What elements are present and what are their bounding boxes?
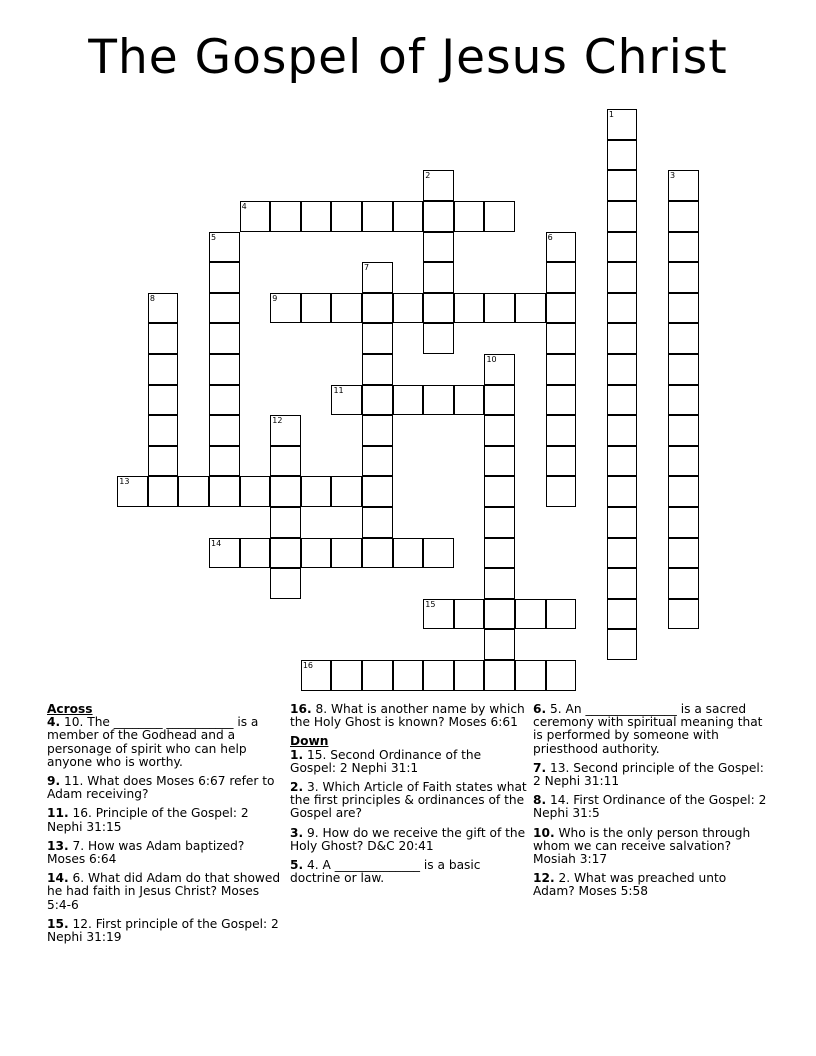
grid-cell[interactable] <box>423 385 454 416</box>
grid-cell[interactable] <box>270 446 301 477</box>
clue-down-10: 10. Who is the only person through whom we can receive salvation? Mosiah 3:17 <box>533 825 751 867</box>
clue-number: 8 <box>149 293 155 303</box>
clue-down-5: 5. 4. A ______________ is a basic doctrine or law. <box>290 858 481 886</box>
grid-cell[interactable] <box>362 476 393 507</box>
clue-across-9: 9. 11. What does Moses 6:67 refer to Adam receiving? <box>47 774 275 802</box>
clue-down-7: 7. 13. Second principle of the Gospel: 2 Nephi 31:11 <box>533 760 764 789</box>
grid-cell[interactable] <box>668 293 699 324</box>
grid-cell[interactable] <box>668 415 699 446</box>
grid-cell[interactable] <box>270 293 301 324</box>
grid-cell[interactable] <box>270 415 301 446</box>
grid-cell[interactable] <box>240 538 271 569</box>
clue-across-11: 11. 16. Principle of the Gospel: 2 Nephi 31:15 <box>47 806 249 834</box>
clue-number: 10 <box>486 355 497 365</box>
clue-number: 12 <box>272 416 283 426</box>
grid-cell[interactable] <box>209 262 240 293</box>
grid-cell[interactable] <box>270 507 301 538</box>
grid-cell[interactable] <box>362 262 393 293</box>
grid-cell[interactable] <box>301 476 332 507</box>
grid-cell[interactable] <box>607 109 638 140</box>
clue-across-15: 15. 12. First principle of the Gospel: 2 Nephi 31:19 <box>47 916 279 945</box>
grid-cell[interactable] <box>362 507 393 538</box>
clue-number: 4 <box>241 202 247 212</box>
grid-cell[interactable] <box>362 354 393 385</box>
clue-number: 9 <box>272 293 278 303</box>
grid-cell[interactable] <box>546 323 577 354</box>
grid-cell[interactable] <box>668 232 699 263</box>
grid-cell[interactable] <box>148 385 179 416</box>
grid-cell[interactable] <box>454 293 485 324</box>
across-heading: Across <box>47 702 93 716</box>
clues-column-2 <box>290 703 528 891</box>
grid-cell[interactable] <box>515 293 546 324</box>
grid-cell[interactable] <box>148 476 179 507</box>
grid-cell[interactable] <box>668 568 699 599</box>
grid-cell[interactable] <box>668 170 699 201</box>
grid-cell[interactable] <box>607 170 638 201</box>
grid-cell[interactable] <box>484 385 515 416</box>
clue-number: 1 <box>608 110 614 120</box>
grid-cell[interactable] <box>484 293 515 324</box>
grid-cell[interactable] <box>546 293 577 324</box>
grid-cell[interactable] <box>484 354 515 385</box>
grid-cell[interactable] <box>331 201 362 232</box>
grid-cell[interactable] <box>668 354 699 385</box>
clue-number: 14 <box>211 538 222 548</box>
clue-down-3: 3. 9. How do we receive the gift of the Holy Ghost? D&C 20:41 <box>290 825 526 853</box>
grid-cell[interactable] <box>423 293 454 324</box>
grid-cell[interactable] <box>209 538 240 569</box>
grid-cell[interactable] <box>148 323 179 354</box>
grid-cell[interactable] <box>240 201 271 232</box>
grid-cell[interactable] <box>607 446 638 477</box>
grid-cell[interactable] <box>209 354 240 385</box>
grid-cell[interactable] <box>607 629 638 660</box>
grid-cell[interactable] <box>484 599 515 630</box>
grid-cell[interactable] <box>607 201 638 232</box>
clue-down-1: 1. 15. Second Ordinance of the Gospel: 2 Nephi 31:1 <box>290 747 482 775</box>
grid-cell[interactable] <box>148 415 179 446</box>
grid-cell[interactable] <box>668 323 699 354</box>
grid-cell[interactable] <box>546 476 577 507</box>
clue-down-8: 8. 14. First Ordinance of the Gospel: 2 Nephi 31:5 <box>533 793 767 821</box>
grid-cell[interactable] <box>331 293 362 324</box>
clue-across-16: 16. 8. What is another name by which the Holy Ghost is known? Moses 6:61 <box>290 702 525 730</box>
grid-cell[interactable] <box>607 354 638 385</box>
grid-cell[interactable] <box>270 201 301 232</box>
clue-across-4: 4. 10. The ________ ___________ is a member of the Godhead and a personage of spirit who can help anyone who is worthy. <box>47 715 259 769</box>
grid-cell[interactable] <box>362 660 393 691</box>
grid-cell[interactable] <box>301 293 332 324</box>
grid-cell[interactable] <box>607 293 638 324</box>
grid-cell[interactable] <box>331 476 362 507</box>
clue-number: 13 <box>119 477 130 487</box>
clues-column-1 <box>47 703 285 950</box>
grid-cell[interactable] <box>454 201 485 232</box>
grid-cell[interactable] <box>454 599 485 630</box>
grid-cell[interactable] <box>546 232 577 263</box>
grid-cell[interactable] <box>393 385 424 416</box>
grid-cell[interactable] <box>546 385 577 416</box>
clue-number: 6 <box>547 232 553 242</box>
grid-cell[interactable] <box>607 538 638 569</box>
grid-cell[interactable] <box>362 201 393 232</box>
grid-cell[interactable] <box>423 232 454 263</box>
grid-cell[interactable] <box>209 293 240 324</box>
grid-cell[interactable] <box>423 262 454 293</box>
grid-cell[interactable] <box>148 354 179 385</box>
clue-across-13: 13. 7. How was Adam baptized? Moses 6:64 <box>47 838 245 867</box>
grid-cell[interactable] <box>393 201 424 232</box>
grid-cell[interactable] <box>270 538 301 569</box>
grid-cell[interactable] <box>393 293 424 324</box>
clue-number: 7 <box>364 263 370 273</box>
grid-cell[interactable] <box>668 599 699 630</box>
grid-cell[interactable] <box>484 538 515 569</box>
grid-cell[interactable] <box>484 660 515 691</box>
grid-cell[interactable] <box>362 323 393 354</box>
grid-cell[interactable] <box>668 201 699 232</box>
grid-cell[interactable] <box>423 538 454 569</box>
grid-cell[interactable] <box>607 568 638 599</box>
grid-cell[interactable] <box>209 446 240 477</box>
grid-cell[interactable] <box>484 568 515 599</box>
grid-cell[interactable] <box>423 323 454 354</box>
clue-down-6: 6. 5. An _______________ is a sacred ceremony with spiritual meaning that is performed by someone with priesthood authority. <box>533 702 763 756</box>
grid-cell[interactable] <box>484 476 515 507</box>
grid-cell[interactable] <box>454 660 485 691</box>
clue-down-12: 12. 2. What was preached unto Adam? Moses 5:58 <box>533 871 727 899</box>
grid-cell[interactable] <box>484 507 515 538</box>
grid-cell[interactable] <box>607 140 638 171</box>
grid-cell[interactable] <box>668 476 699 507</box>
grid-cell[interactable] <box>362 446 393 477</box>
grid-cell[interactable] <box>607 232 638 263</box>
grid-cell[interactable] <box>515 660 546 691</box>
grid-cell[interactable] <box>607 385 638 416</box>
clue-number: 5 <box>211 232 217 242</box>
grid-cell[interactable] <box>668 262 699 293</box>
grid-cell[interactable] <box>668 385 699 416</box>
grid-cell[interactable] <box>546 262 577 293</box>
grid-cell[interactable] <box>393 538 424 569</box>
grid-cell[interactable] <box>607 415 638 446</box>
grid-cell[interactable] <box>240 476 271 507</box>
grid-cell[interactable] <box>270 568 301 599</box>
grid-cell[interactable] <box>362 293 393 324</box>
grid-cell[interactable] <box>362 538 393 569</box>
grid-cell[interactable] <box>607 507 638 538</box>
clue-across-14: 14. 6. What did Adam do that showed he had faith in Jesus Christ? Moses 5:4-6 <box>47 871 281 912</box>
down-heading: Down <box>290 734 329 749</box>
clue-number: 3 <box>670 171 676 181</box>
grid-cell[interactable] <box>484 446 515 477</box>
grid-cell[interactable] <box>668 507 699 538</box>
grid-cell[interactable] <box>148 446 179 477</box>
grid-cell[interactable] <box>331 385 362 416</box>
grid-cell[interactable] <box>393 660 424 691</box>
clue-number: 15 <box>425 599 436 609</box>
grid-cell[interactable] <box>484 201 515 232</box>
grid-cell[interactable] <box>362 415 393 446</box>
grid-cell[interactable] <box>148 293 179 324</box>
puzzle-title: The Gospel of Jesus Christ <box>88 30 728 85</box>
grid-cell[interactable] <box>515 599 546 630</box>
grid-cell[interactable] <box>484 415 515 446</box>
clue-number: 16 <box>302 661 314 671</box>
grid-cell[interactable] <box>423 660 454 691</box>
grid-cell[interactable] <box>301 201 332 232</box>
grid-cell[interactable] <box>301 538 332 569</box>
grid-cell[interactable] <box>301 660 332 691</box>
grid-cell[interactable] <box>209 385 240 416</box>
grid-cell[interactable] <box>607 599 638 630</box>
clue-down-2: 2. 3. Which Article of Faith states what the first principles & ordinances of the Gospel are? <box>290 780 527 821</box>
grid-cell[interactable] <box>607 262 638 293</box>
grid-cell[interactable] <box>117 476 148 507</box>
grid-cell[interactable] <box>331 660 362 691</box>
grid-cell[interactable] <box>668 446 699 477</box>
grid-cell[interactable] <box>209 476 240 507</box>
grid-cell[interactable] <box>178 476 209 507</box>
grid-cell[interactable] <box>546 415 577 446</box>
grid-cell[interactable] <box>546 599 577 630</box>
grid-cell[interactable] <box>484 629 515 660</box>
grid-cell[interactable] <box>423 599 454 630</box>
grid-cell[interactable] <box>423 201 454 232</box>
grid-cell[interactable] <box>209 232 240 263</box>
grid-cell[interactable] <box>607 476 638 507</box>
grid-cell[interactable] <box>209 415 240 446</box>
grid-cell[interactable] <box>546 446 577 477</box>
grid-cell[interactable] <box>362 385 393 416</box>
grid-cell[interactable] <box>423 170 454 201</box>
clues-column-3 <box>533 703 771 905</box>
grid-cell[interactable] <box>607 323 638 354</box>
clue-number: 11 <box>333 385 344 395</box>
grid-cell[interactable] <box>546 354 577 385</box>
grid-cell[interactable] <box>331 538 362 569</box>
grid-cell[interactable] <box>668 538 699 569</box>
grid-cell[interactable] <box>454 385 485 416</box>
grid-cell[interactable] <box>209 323 240 354</box>
grid-cell[interactable] <box>270 476 301 507</box>
clue-number: 2 <box>425 171 431 181</box>
grid-cell[interactable] <box>546 660 577 691</box>
